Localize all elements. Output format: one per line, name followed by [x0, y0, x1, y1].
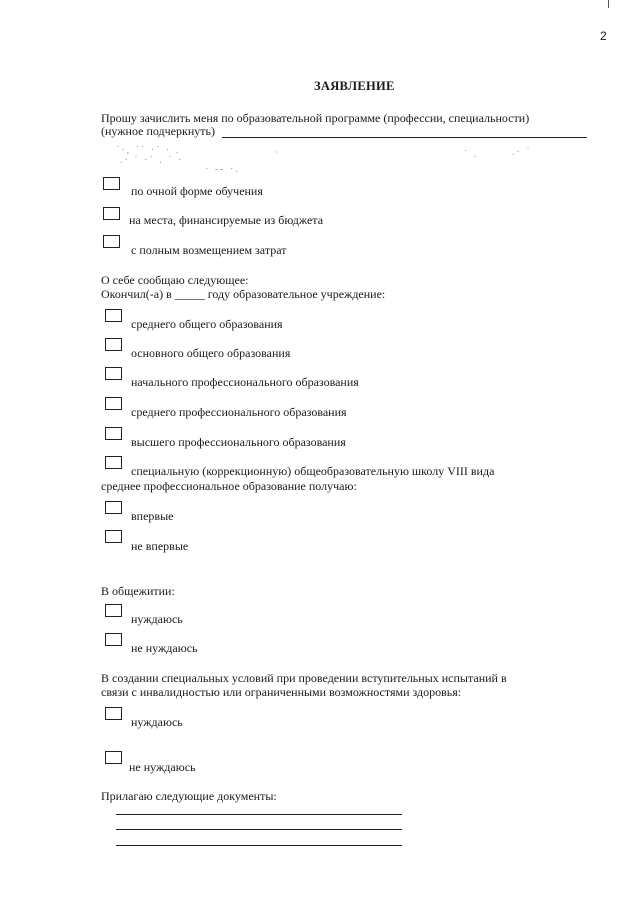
- secondary-prof-heading: среднее профессиональное образование получаю:: [101, 479, 357, 493]
- program-input-line[interactable]: [222, 137, 587, 138]
- option-conditions-needed: нуждаюсь: [131, 715, 183, 729]
- option-dorm-needed: нуждаюсь: [131, 612, 183, 626]
- scan-noise: ˙ .: [464, 149, 479, 160]
- checkbox-conditions-needed[interactable]: [105, 707, 122, 720]
- graduated-prefix: Окончил(-а) в: [101, 287, 172, 301]
- checkbox-higher-vocational[interactable]: [105, 427, 122, 440]
- checkbox-special-school[interactable]: [105, 456, 122, 469]
- checkbox-secondary-vocational[interactable]: [105, 397, 122, 410]
- page-number: 2: [600, 29, 607, 43]
- checkbox-not-first-time[interactable]: [105, 530, 122, 543]
- checkbox-dorm-not-needed[interactable]: [105, 633, 122, 646]
- checkbox-conditions-not-needed[interactable]: [105, 751, 122, 764]
- scan-edge-mark: [608, 0, 609, 8]
- checkbox-dorm-needed[interactable]: [105, 604, 122, 617]
- documents-line-2[interactable]: [116, 829, 402, 830]
- checkbox-basic-general[interactable]: [105, 338, 122, 351]
- dormitory-heading: В общежитии:: [101, 584, 175, 598]
- checkbox-first-time[interactable]: [105, 501, 122, 514]
- option-full-time: по очной форме обучения: [131, 184, 263, 198]
- option-higher-vocational: высшего профессионального образования: [131, 435, 346, 449]
- special-conditions-heading-1: В создании специальных условий при проведении вступительных испытаний в: [101, 671, 507, 685]
- option-budget: на места, финансируемые из бюджета: [129, 213, 324, 227]
- documents-line-3[interactable]: [116, 845, 402, 846]
- option-dorm-not-needed: не нуждаюсь: [131, 641, 198, 655]
- option-secondary-general: среднего общего образования: [131, 317, 283, 331]
- graduated-suffix: году образовательное учреждение:: [207, 287, 386, 301]
- option-not-first-time: не впервые: [131, 539, 189, 553]
- checkbox-full-time[interactable]: [103, 177, 120, 190]
- request-line-2-prefix: (нужное подчеркнуть): [101, 124, 215, 138]
- option-basic-general: основного общего образования: [131, 346, 291, 360]
- checkbox-budget[interactable]: [103, 207, 120, 220]
- documents-line-1[interactable]: [116, 814, 402, 815]
- checkbox-initial-vocational[interactable]: [105, 367, 122, 380]
- option-first-time: впервые: [131, 509, 174, 523]
- option-initial-vocational: начального профессионального образования: [131, 375, 359, 389]
- graduated-line: [101, 287, 385, 301]
- scan-noise: · -- ·.: [205, 164, 240, 175]
- scan-noise: ˙·, ˙˙ ·˙ · .: [116, 145, 181, 156]
- special-conditions-heading-2: связи с инвалидностью или ограниченными возможностями здоровья:: [101, 685, 462, 699]
- graduated-year-blank[interactable]: _____: [174, 287, 205, 301]
- option-paid: с полным возмещением затрат: [131, 243, 287, 257]
- option-secondary-vocational: среднего профессионального образования: [131, 405, 347, 419]
- documents-heading: Прилагаю следующие документы:: [101, 789, 277, 803]
- option-special-school: специальную (коррекционную) общеобразовательную школу VIII вида: [131, 464, 495, 478]
- about-heading: О себе сообщаю следующее:: [101, 273, 249, 287]
- request-line-1: Прошу зачислить меня по образовательной программе (профессии, специальности): [101, 111, 530, 125]
- checkbox-paid[interactable]: [103, 235, 120, 248]
- scan-noise: .· ˙ ·˙ . ˙ ·: [120, 155, 184, 166]
- option-conditions-not-needed: не нуждаюсь: [129, 760, 196, 774]
- checkbox-secondary-general[interactable]: [105, 309, 122, 322]
- document-title: ЗАЯВЛЕНИЕ: [314, 79, 395, 93]
- scan-noise: .· ˙: [512, 147, 532, 158]
- scan-noise: `: [275, 151, 281, 162]
